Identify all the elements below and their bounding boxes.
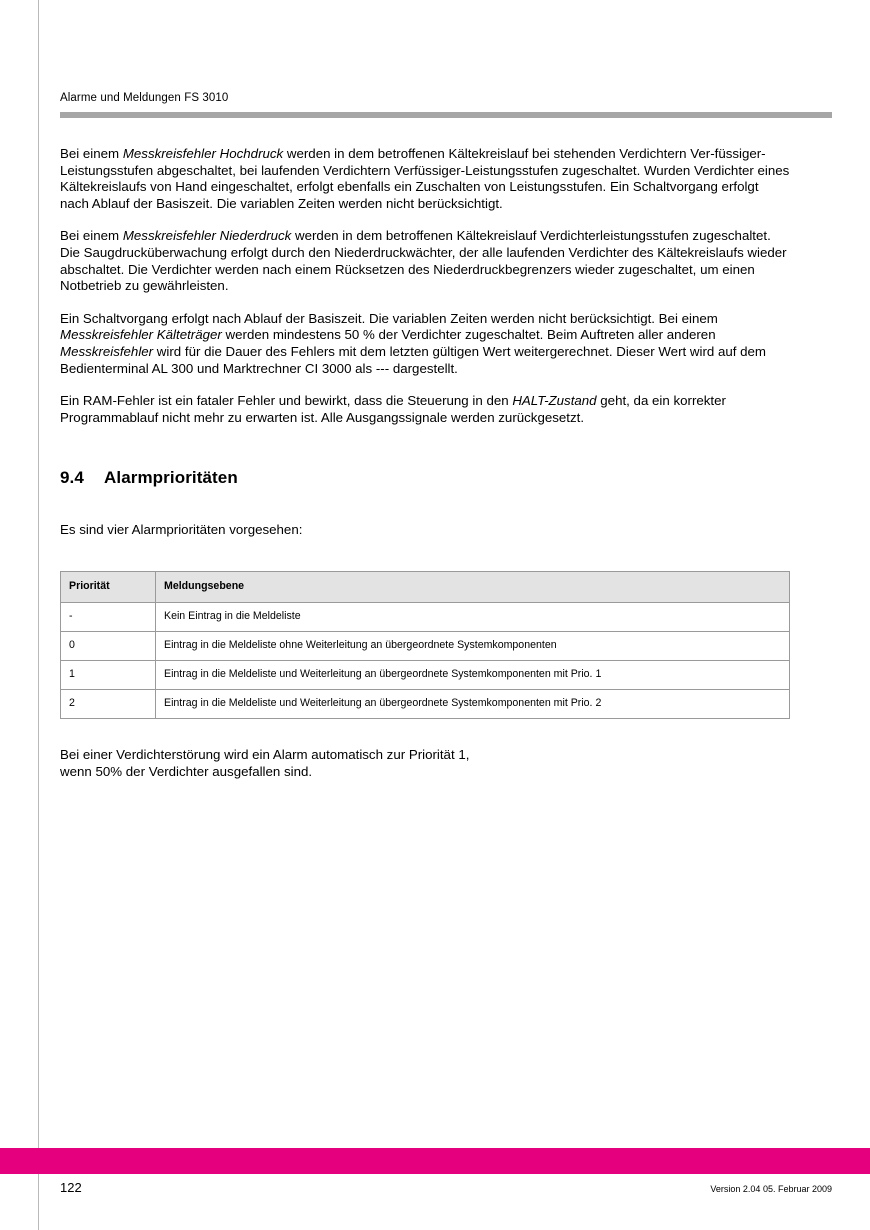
- left-margin-rule: [38, 0, 39, 1230]
- paragraph-text: Ein RAM-Fehler ist ein fataler Fehler und bewirkt, dass die Steuerung in den: [60, 393, 513, 409]
- column-header-meldungsebene: Meldungsebene: [156, 571, 790, 602]
- section-heading: [60, 468, 790, 488]
- paragraph-4: [60, 393, 790, 426]
- section-title: Alarmprioritäten: [104, 468, 238, 488]
- cell-prioritaet: 0: [61, 631, 156, 660]
- column-header-prioritaet: Priorität: [61, 571, 156, 602]
- paragraph-1: [60, 146, 790, 212]
- paragraph-text: werden mindestens 50 % der Verdichter zugeschaltet. Beim Auftreten aller anderen: [221, 327, 716, 343]
- paragraph-text: Bei einem: [60, 228, 123, 244]
- header-divider: [60, 112, 832, 118]
- paragraph-3: [60, 311, 790, 377]
- emphasis-text: Messkreisfehler Niederdruck: [122, 228, 292, 244]
- emphasis-text: Messkreisfehler Hochdruck: [122, 146, 284, 161]
- priority-table: [60, 571, 790, 719]
- paragraph-2: [60, 228, 790, 294]
- emphasis-text: Messkreisfehler: [60, 343, 154, 359]
- paragraph-text: werden in dem betroffenen Kältekreislauf bei stehenden Verdichtern Ver-füssiger-Leistungsstufen abgeschaltet, bei laufenden Verdichtern Verfüssiger-Leistungsstufen zugeschaltet. Wurden Verdichter eines Kältekreislaufs von Hand eingeschaltet, erfolgt ebenfalls ein Zuschalten von Leistungsstufen. Ein Schaltvorgang erfolgt nach Ablauf der Basiszeit. Die variablen Zeiten werden nicht berücksichtigt.: [60, 146, 790, 211]
- table-row: [61, 660, 790, 689]
- cell-meldungsebene: Eintrag in die Meldeliste ohne Weiterleitung an übergeordnete Systemkomponenten: [156, 631, 790, 660]
- paragraph-text: werden in dem betroffenen Kältekreislauf Verdichterleistungsstufen zugeschaltet. Die Saugdrucküberwachung erfolgt durch den Niederdruckwächter, der alle laufenden Verdichter des Kältekreislaufs wieder abschaltet. Die Verdichter werden nach einem Rücksetzen des Niederdruckbegrenzers wieder zugeschaltet, um einen Notbetrieb zu gewährleisten.: [60, 228, 787, 294]
- table-body: [61, 602, 790, 718]
- cell-meldungsebene: Eintrag in die Meldeliste und Weiterleitung an übergeordnete Systemkomponenten mit Prio. 2: [156, 689, 790, 718]
- emphasis-text: HALT-Zustand: [512, 393, 597, 409]
- page-content: [60, 146, 790, 780]
- section-number: 9.4: [60, 468, 84, 488]
- paragraph-text: geht, da ein korrekter Programmablauf nicht mehr zu erwarten ist. Alle Ausgangssignale werden zurückgesetzt.: [60, 393, 726, 425]
- paragraph-text: Bei einem: [60, 146, 123, 161]
- cell-prioritaet: 2: [61, 689, 156, 718]
- emphasis-text: Messkreisfehler Kälteträger: [60, 327, 222, 343]
- table-row: [61, 689, 790, 718]
- table-header-row: [61, 571, 790, 602]
- page-header: [60, 92, 780, 104]
- running-title: Alarme und Meldungen FS 3010: [60, 92, 229, 104]
- footer-color-band: [0, 1148, 870, 1174]
- closing-note: [60, 747, 790, 780]
- page-number: 122: [60, 1180, 82, 1195]
- paragraph-text: wird für die Dauer des Fehlers mit dem letzten gültigen Wert weitergerechnet. Dieser Wert wird auf dem Bedienterminal AL 300 und Marktrechner CI 3000 als --- dargestellt.: [60, 343, 767, 376]
- table-row: [61, 631, 790, 660]
- cell-prioritaet: -: [61, 602, 156, 631]
- closing-note-line-2: wenn 50% der Verdichter ausgefallen sind.: [60, 763, 313, 779]
- table-row: [61, 602, 790, 631]
- cell-prioritaet: 1: [61, 660, 156, 689]
- version-label: Version 2.04 05. Februar 2009: [710, 1184, 832, 1194]
- cell-meldungsebene: Kein Eintrag in die Meldeliste: [156, 602, 790, 631]
- section-lead-text: Es sind vier Alarmprioritäten vorgesehen:: [60, 522, 303, 538]
- page-footer: [0, 1180, 870, 1210]
- cell-meldungsebene: Eintrag in die Meldeliste und Weiterleitung an übergeordnete Systemkomponenten mit Prio. 1: [156, 660, 790, 689]
- closing-note-line-1: Bei einer Verdichterstörung wird ein Alarm automatisch zur Priorität 1,: [60, 746, 470, 762]
- paragraph-text: Ein Schaltvorgang erfolgt nach Ablauf der Basiszeit. Die variablen Zeiten werden nicht berücksichtigt. Bei einem: [60, 310, 718, 326]
